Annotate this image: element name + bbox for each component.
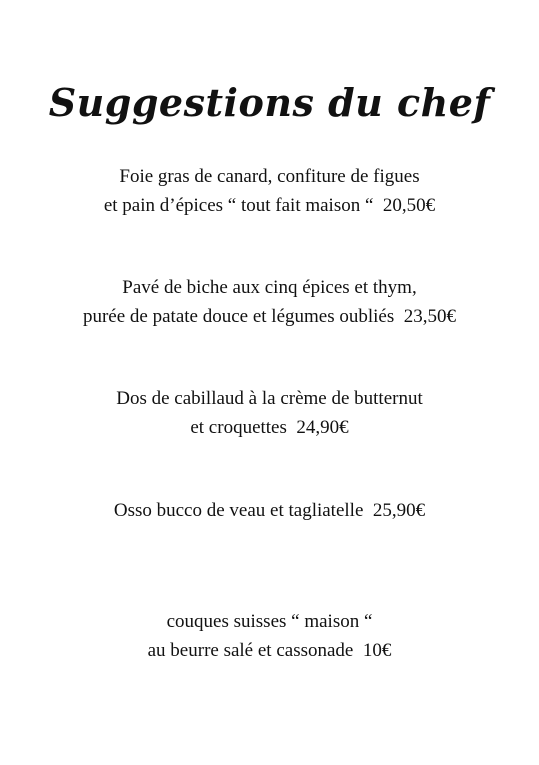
dish-description-line: Dos de cabillaud à la crème de butternut bbox=[116, 388, 423, 409]
menu-title: Suggestions du chef bbox=[48, 80, 491, 126]
dish-description-line: Pavé de biche aux cinq épices et thym, bbox=[122, 277, 417, 298]
dish-osso-bucco bbox=[0, 496, 539, 525]
dish-description-line-with-price: purée de patate douce et légumes oubliés 23,50€ bbox=[82, 306, 456, 327]
dish-description-line-with-price: et pain d’épices “ tout fait maison “ 20,50€ bbox=[103, 195, 436, 216]
dish-description-line: couques suisses “ maison “ bbox=[166, 611, 373, 632]
dish-foie-gras bbox=[0, 162, 539, 220]
dish-dos-de-cabillaud bbox=[0, 384, 539, 442]
dish-couques-suisses bbox=[0, 607, 539, 665]
dish-description-line-with-price: et croquettes 24,90€ bbox=[190, 417, 349, 438]
dish-description-line: Foie gras de canard, confiture de figues bbox=[119, 166, 420, 187]
dish-description-line-with-price: Osso bucco de veau et tagliatelle 25,90€ bbox=[113, 500, 426, 521]
dish-pave-de-biche bbox=[0, 273, 539, 331]
dish-description-line-with-price: au beurre salé et cassonade 10€ bbox=[147, 640, 392, 661]
